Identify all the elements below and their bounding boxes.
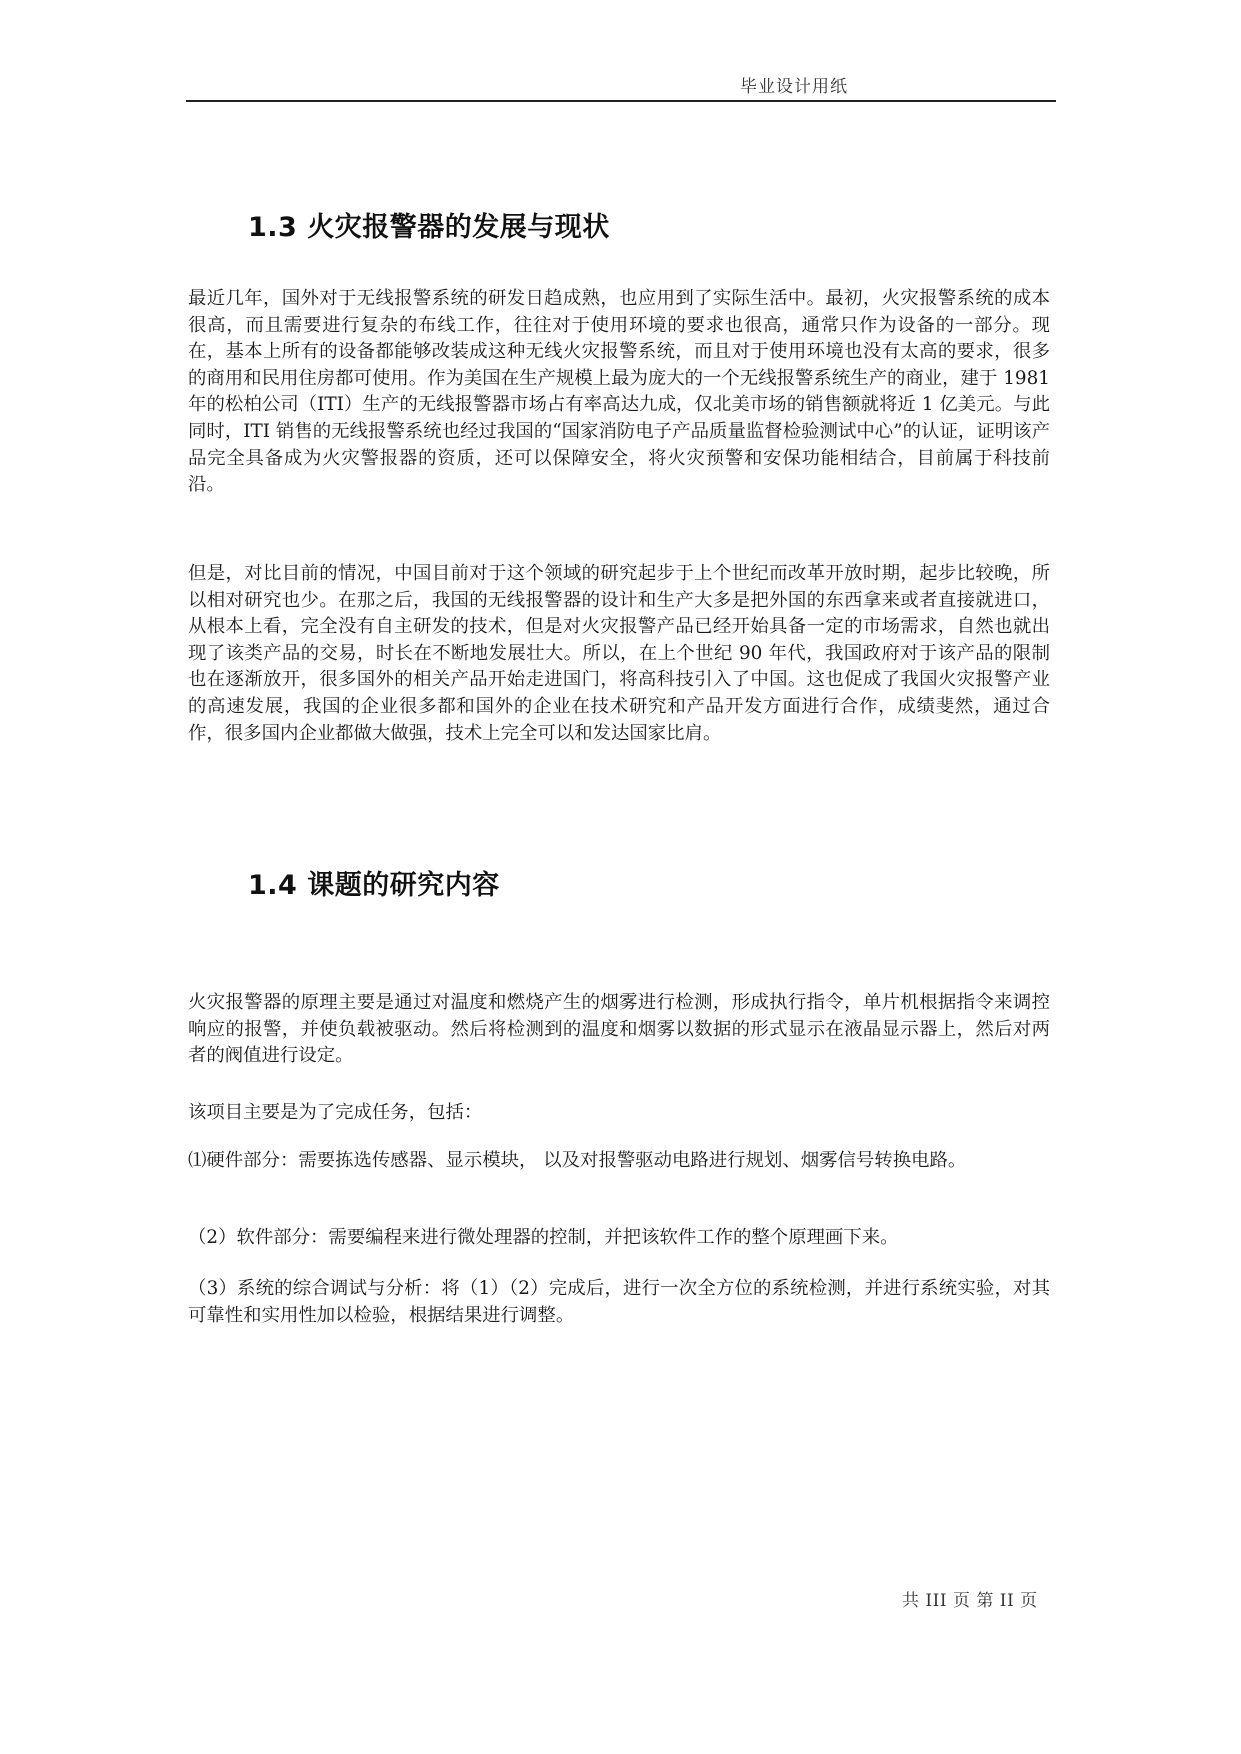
paragraph: 最近几年，国外对于无线报警系统的研发日趋成熟，也应用到了实际生活中。最初，火灾报警系统的成本很高，而且需要进行复杂的布线工作，往往对于使用环境的要求也很高，通常只作为设备的一部分。现在，基本上所有的设备都能够改装成这种无线火灾报警系统，而且对于使用环境也没有太高的要求，很多的商用和民用住房都可使用。作为美国在生产规模上最为庞大的一个无线报警系统生产的商业，建于 1981 年的松柏公司（ITI）生产的无线报警器市场占有率高达九成，仅北美市场的销售额就将近 1 亿美元。与此同时，ITI 销售的无线报警系统也经过我国的“国家消防电子产品质量监督检验测试中心”的认证，证明该产品完全具备成为火灾警报器的资质，还可以保障安全，将火灾预警和安保功能相结合，目前属于科技前沿。	[188, 288, 1050, 496]
list-item: （2）软件部分：需要编程来进行微处理器的控制，并把该软件工作的整个原理画下来。	[188, 1227, 899, 1248]
paragraph: 该项目主要是为了完成任务，包括：	[188, 1102, 483, 1123]
list-item: （3）系统的综合调试与分析：将（1）（2）完成后，进行一次全方位的系统检测，并进行系统实验，对其可靠性和实用性加以检验，根据结果进行调整。	[188, 1278, 1050, 1326]
page-number: 共 III 页 第 II 页	[902, 1591, 1038, 1611]
paragraph: 火灾报警器的原理主要是通过对温度和燃烧产生的烟雾进行检测，形成执行指令，单片机根据指令来调控响应的报警，并使负载被驱动。然后将检测到的温度和烟雾以数据的形式显示在液晶显示器上，然后对两者的阀值进行设定。	[188, 992, 1050, 1067]
section-heading-1-4: 1.4 课题的研究内容	[248, 870, 500, 901]
list-item: ⑴硬件部分：需要拣选传感器、显示模块， 以及对报警驱动电路进行规划、烟雾信号转换电路。	[188, 1150, 967, 1171]
section-heading-1-3: 1.3 火灾报警器的发展与现状	[248, 212, 610, 243]
paragraph: 但是，对比目前的情况，中国目前对于这个领域的研究起步于上个世纪而改革开放时期，起步比较晚，所以相对研究也少。在那之后，我国的无线报警器的设计和生产大多是把外国的东西拿来或者直接就进口，从根本上看，完全没有自主研发的技术，但是对火灾报警产品已经开始具备一定的市场需求，自然也就出现了该类产品的交易，时长在不断地发展壮大。所以，在上个世纪 90 年代，我国政府对于该产品的限制也在逐渐放开，很多国外的相关产品开始走进国门，将高科技引入了中国。这也促成了我国火灾报警产业的高速发展，我国的企业很多都和国外的企业在技术研究和产品开发方面进行合作，成绩斐然，通过合作，很多国内企业都做大做强，技术上完全可以和发达国家比肩。	[188, 563, 1050, 744]
header-divider	[186, 100, 1056, 102]
running-header: 毕业设计用纸	[740, 77, 848, 97]
